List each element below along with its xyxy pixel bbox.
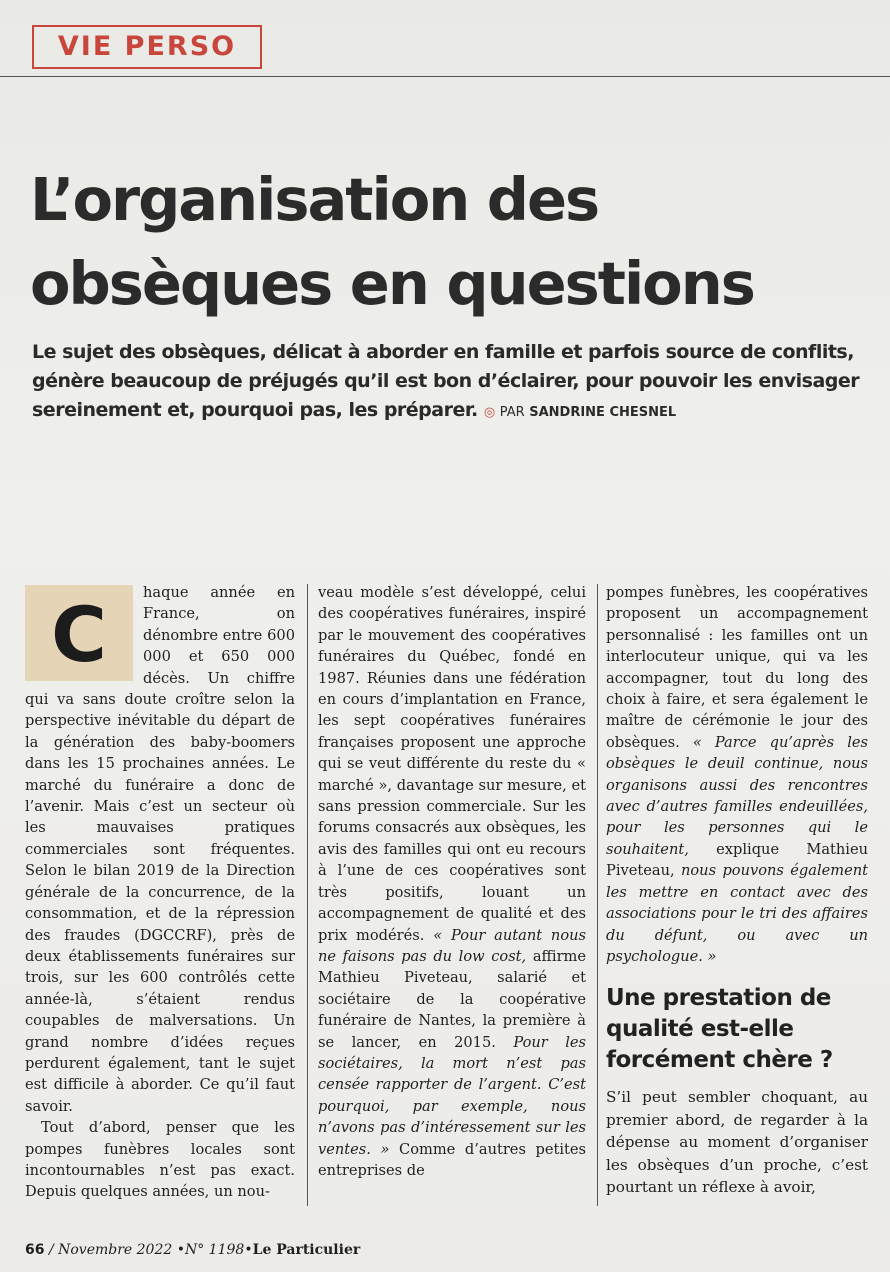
headline: L’organisation des obsèques en questions <box>30 165 754 318</box>
paragraph <box>606 582 868 967</box>
paragraph: Tout d’abord, penser que les pompes funèbres locales sont incontournables n’est pas exact. Depuis quelques années, un nou- <box>25 1119 295 1201</box>
lede <box>32 338 862 427</box>
publication-name: Le Particulier <box>252 1242 361 1258</box>
quote: « Pour autant nous ne faisons pas du low cost, <box>318 926 586 965</box>
bullseye-icon: ◎ <box>483 405 496 420</box>
byline-author: SANDRINE CHESNEL <box>529 405 677 420</box>
quote: nous pouvons également les mettre en contact avec des associations pour le tri des affaires du défunt, ou avec un psychologue. » <box>606 862 868 965</box>
column-divider <box>597 584 598 1206</box>
section-tag: VIE PERSO <box>32 25 262 69</box>
column-1 <box>25 582 295 1212</box>
attribution: affirme Mathieu Piveteau, salarié et sociétaire de la coopérative funéraire de Nantes, la première à se lancer, en 2015. <box>318 947 586 1051</box>
footer-separator: • <box>244 1242 253 1258</box>
column-2 <box>318 582 586 1212</box>
column-divider <box>307 584 308 1206</box>
body-text: Comme d’autres petites entreprises de <box>318 1140 586 1179</box>
top-rule <box>0 76 890 77</box>
page-footer <box>25 1242 360 1258</box>
body-text: veau modèle s’est développé, celui des coopératives funéraires, inspiré par le mouvement des coopératives funéraires du Québec, fondé en 1987. Réunies dans une fédération en cours d’implantation en France, les sept coopératives funéraires françaises proposent une approche qui se veut différente du reste du « marché », davantage sur mesure, et sans pression commerciale. Sur les forums consacrés aux obsèques, les avis des familles qui ont eu recours à l’une de ces coopératives sont très positifs, louant un accompagnement de qualité et des prix modérés. <box>318 584 586 944</box>
paragraph: S’il peut sembler choquant, au premier abord, de regarder à la dépense au moment d’organiser les obsèques d’un proche, c’est pourtant un réflexe à avoir, <box>606 1088 868 1196</box>
drop-cap: C <box>25 585 133 681</box>
quote: Pour les sociétaires, la mort n’est pas censée rapporter de l’argent. C’est pourquoi, par exemple, nous n’avons pas d’intéressement sur les ventes. » <box>318 1033 586 1158</box>
issue-date: / Novembre 2022 • <box>48 1242 185 1258</box>
attribution: explique Mathieu Piveteau, <box>606 840 868 880</box>
column-3 <box>606 582 868 1212</box>
lede-text: Le sujet des obsèques, délicat à aborder en famille et parfois source de conflits, génère beaucoup de préjugés qu’il est bon d’éclairer, pour pouvoir les envisager sereinement et, pourquoi pas, les préparer. <box>32 341 860 421</box>
byline-prefix: PAR <box>499 405 525 420</box>
issue-number: N° 1198 <box>184 1242 245 1258</box>
byline <box>484 405 676 420</box>
paragraph <box>318 582 586 1181</box>
body-text: pompes funèbres, les coopératives proposent un accompagnement personnalisé : les familles ont un interlocuteur unique, qui va les accompagner, tout du long des choix à faire, et sera également le maître de cérémonie le jour des obsèques. <box>606 584 868 751</box>
paragraph: haque année en France, on dénombre entre 600 000 et 650 000 décès. Un chiffre qui va sans doute croître selon la perspective inévitable du départ de la génération des baby-boomers dans les 15 prochaines années. Le marché du funéraire a donc de l’avenir. Mais c’est un secteur où les mauvaises pratiques commerciales sont fréquentes. Selon le bilan 2019 de la Direction générale de la concurrence, de la consommation, et de la répression des fraudes (DGCCRF), près de deux établissements funéraires sur trois, sur les 600 contrôlés cette année-là, s’étaient rendus coupables de malversations. Un grand nombre d’idées reçues perdurent également, tant le sujet est difficile à aborder. Ce qu’il faut savoir. <box>25 584 295 1115</box>
page-number: 66 <box>25 1242 45 1258</box>
subheading: Une prestation de qualité est-elle forcément chère ? <box>606 985 833 1074</box>
quote: « Parce qu’après les obsèques le deuil continue, nous organisons aussi des rencontres avec d’autres familles endeuillées, pour les personnes qui le souhaitent, <box>606 733 868 858</box>
